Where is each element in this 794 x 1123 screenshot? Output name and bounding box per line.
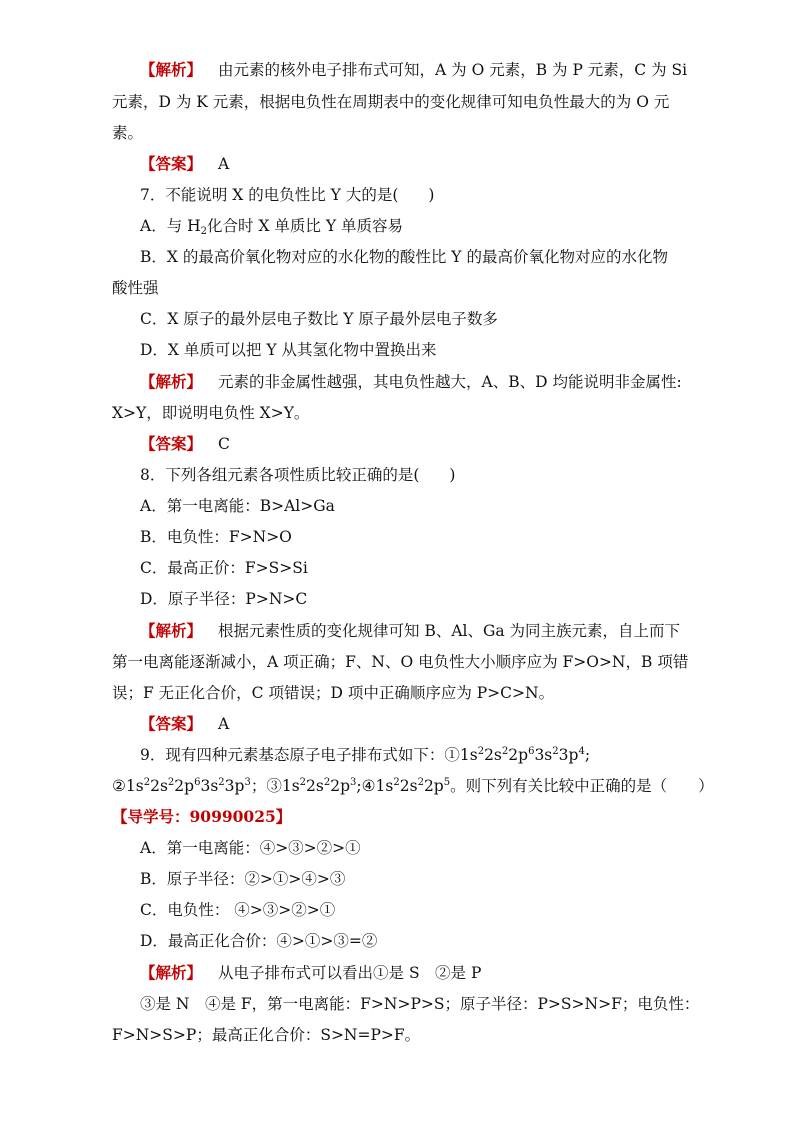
q8-option-a: A．第一电离能：B>Al>Ga [140, 497, 335, 515]
q7-option-d: D．X 单质可以把 Y 从其氢化物中置换出来 [140, 341, 437, 359]
q8-option-b: B．电负性：F>N>O [140, 528, 292, 546]
q8-analysis-line-1: 【解析】 根据元素性质的变化规律可知 B、Al、Ga 为同主族元素，自上而下 [140, 621, 681, 640]
q9-option-a: A．第一电离能：④>③>②>① [140, 839, 361, 857]
q9-stem-line-2: $②1s^22s^22p^63s^23p^3$；$③1s^22s^22p^3;④1s^22s^22p^5$。则下列有关比较中正确的是（ ） [112, 777, 714, 795]
q8-answer: 【答案】 A [140, 714, 230, 733]
q9-analysis-line-1: 【解析】 从电子排布式可以看出①是 S ②是 P [140, 963, 482, 982]
q9-option-d: D．最高正化合价：④>①>③=② [140, 932, 378, 950]
q7-option-b-line-1: B．X 的最高价氧化物对应的水化物的酸性比 Y 的最高价氧化物对应的水化物 [140, 248, 668, 266]
q9-option-c: C．电负性： ④>③>②>① [140, 901, 336, 919]
q6-analysis-line-1: 【解析】 由元素的核外电子排布式可知，A 为 O 元素，B 为 P 元素，C 为 Si [140, 60, 688, 79]
q8-analysis-line-2: 第一电离能逐渐减小，A 项正确；F、N、O 电负性大小顺序应为 F>O>N，B 项错 [112, 653, 689, 671]
q7-answer: 【答案】 C [140, 434, 230, 453]
q7-stem: 7．不能说明 X 的电负性比 Y 大的是( ) [140, 186, 435, 204]
analysis-label: 【解析】 [140, 963, 203, 982]
analysis-label: 【解析】 [140, 372, 203, 391]
answer-label: 【答案】 [140, 434, 203, 453]
q7-option-a: A．与 $H_2$化合时 X 单质比 Y 单质容易 [140, 217, 403, 237]
q9-analysis-line-2: ③是 N ④是 F，第一电离能：F>N>P>S；原子半径：P>S>N>F；电负性： [140, 995, 700, 1013]
q6-analysis-line-3: 素。 [112, 124, 144, 142]
q7-analysis-line-2: X>Y，即说明电负性 X>Y。 [112, 404, 310, 422]
q7-option-b-line-2: 酸性强 [112, 279, 159, 297]
q7-option-c: C．X 原子的最外层电子数比 Y 原子最外层电子数多 [140, 310, 498, 328]
q8-option-c: C．最高正价：F>S>Si [140, 559, 308, 577]
q9-stem-line-1: 9．现有四种元素基态原子电子排布式如下：$①1s^22s^22p^63s^23p^4$; [140, 746, 591, 764]
analysis-label: 【解析】 [140, 60, 203, 79]
q6-analysis-line-2: 元素，D 为 K 元素，根据电负性在周期表中的变化规律可知电负性最大的为 O 元 [112, 93, 670, 111]
q8-stem: 8．下列各组元素各项性质比较正确的是( ) [140, 466, 456, 484]
analysis-label: 【解析】 [140, 621, 203, 640]
q9-guide-number: 【导学号：90990025】 [112, 807, 292, 826]
q6-answer: 【答案】 A [140, 154, 230, 173]
q7-analysis-line-1: 【解析】 元素的非金属性越强，其电负性越大，A、B、D 均能说明非金属性: [140, 372, 682, 391]
answer-label: 【答案】 [140, 154, 203, 173]
q9-option-b: B．原子半径：②>①>④>③ [140, 870, 346, 888]
answer-label: 【答案】 [140, 714, 203, 733]
q8-analysis-line-3: 误；F 无正化合价，C 项错误；D 项中正确顺序应为 P>C>N。 [112, 684, 555, 702]
q8-option-d: D．原子半径：P>N>C [140, 590, 308, 608]
q9-analysis-line-3: F>N>S>P；最高正化合价：S>N=P>F。 [112, 1026, 421, 1044]
